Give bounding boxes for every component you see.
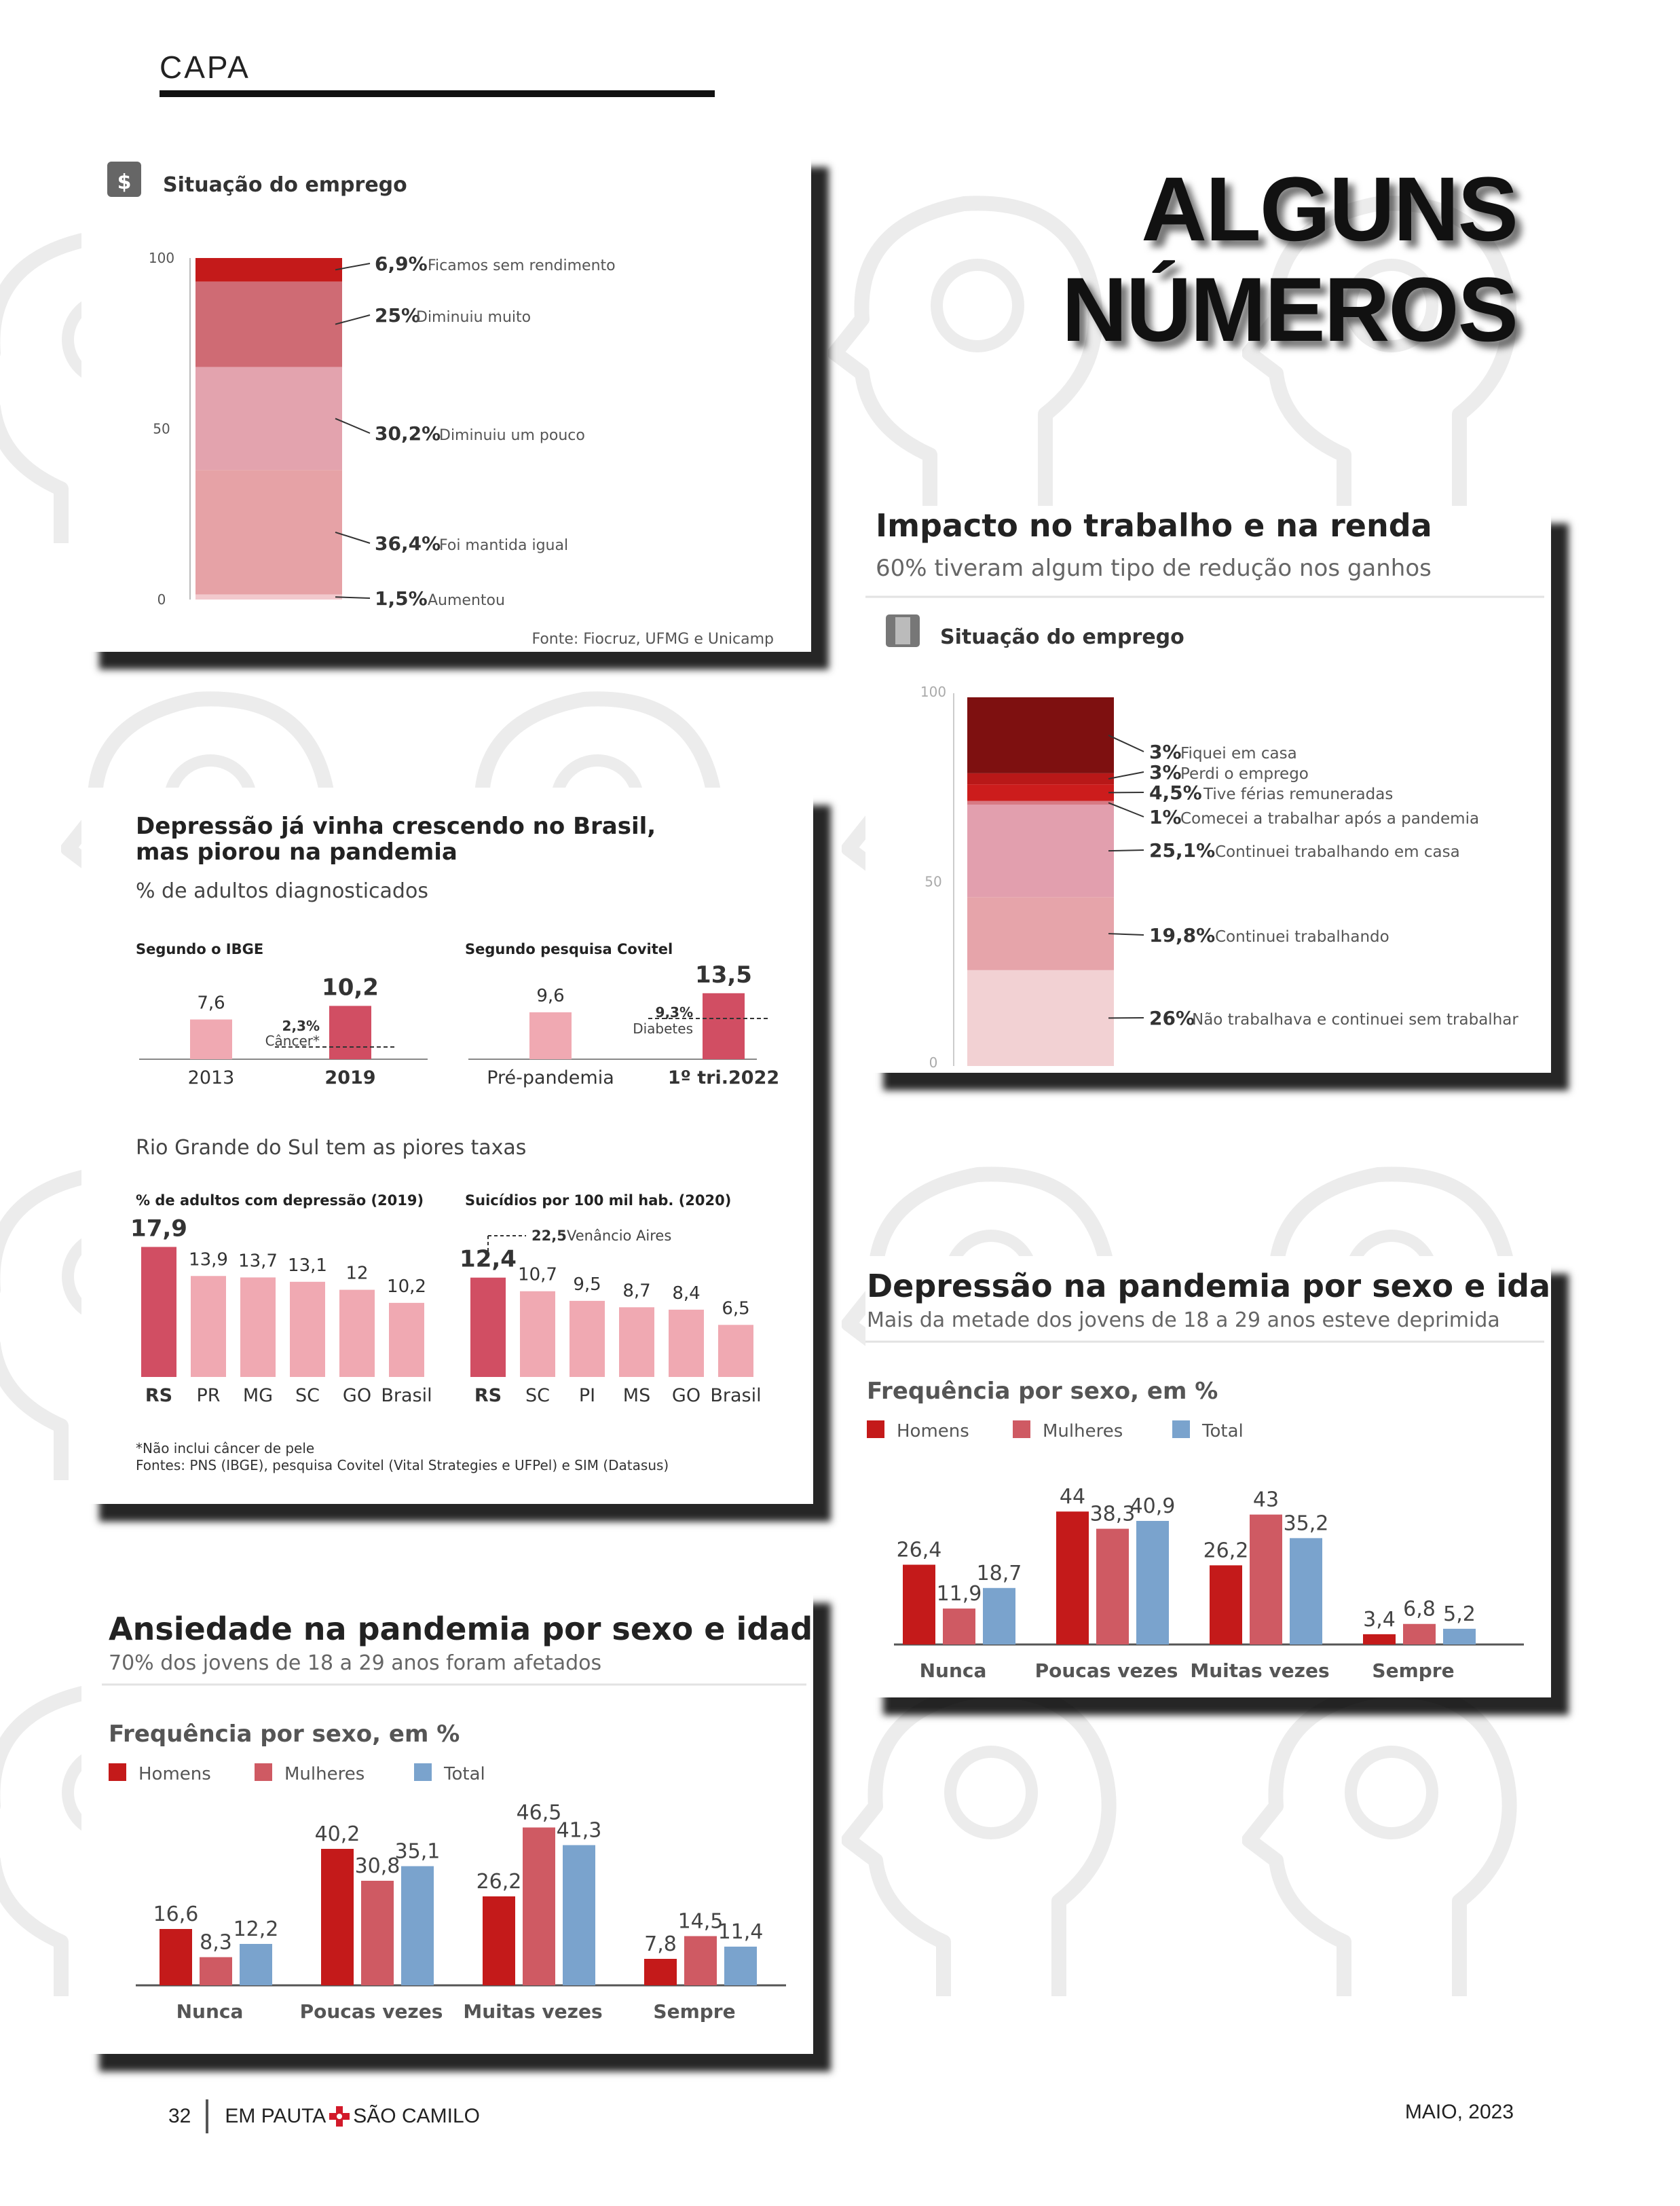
head-outline-icon	[1242, 1670, 1527, 2012]
annotation-value: 22,5	[531, 1228, 567, 1244]
bar	[1363, 1634, 1396, 1644]
bar-value-label: 46,5	[516, 1801, 562, 1825]
segment-value: 26%	[1149, 1007, 1195, 1029]
chart-title: Situação do emprego	[163, 173, 407, 197]
bar	[290, 1282, 325, 1377]
bar	[943, 1608, 975, 1644]
stacked-segment	[195, 367, 342, 470]
category-label: PI	[578, 1385, 596, 1406]
chart-work-impact	[865, 506, 1551, 1073]
bar-value-label: 5,2	[1443, 1602, 1476, 1626]
bar	[669, 1310, 704, 1377]
category-label: Pré-pandemia	[487, 1067, 614, 1088]
legend-label: Total	[1202, 1421, 1244, 1441]
bar	[1056, 1511, 1089, 1644]
category-label: Poucas vezes	[299, 2000, 443, 2023]
legend-swatch	[1172, 1420, 1190, 1438]
bar-value-label: 11,9	[936, 1582, 982, 1606]
legend-swatch	[414, 1763, 432, 1781]
category-label: RS	[474, 1385, 502, 1406]
bar	[529, 1012, 572, 1059]
bar-value-label: 17,9	[130, 1215, 187, 1243]
legend-label: Homens	[138, 1764, 211, 1784]
category-label: 1º tri.2022	[667, 1067, 780, 1088]
note-value: 9,3%	[655, 1004, 693, 1021]
chart-anxiety-pandemic	[81, 1585, 813, 2054]
bar-value-label: 12	[346, 1263, 369, 1284]
bar	[1290, 1538, 1322, 1644]
bar	[520, 1291, 555, 1377]
bar-value-label: 13,5	[695, 961, 752, 989]
source-note: Fonte: Fiocruz, UFMG e Unicamp	[531, 631, 774, 648]
chart-subtitle: 60% tiveram algum tipo de redução nos ganhos	[876, 555, 1432, 582]
bar-value-label: 8,7	[622, 1281, 651, 1302]
bar-value-label: 40,2	[314, 1822, 360, 1846]
bar-value-label: 35,1	[394, 1839, 441, 1864]
bar-value-label: 6,5	[722, 1298, 750, 1319]
bar	[339, 1290, 375, 1377]
category-label: RS	[145, 1385, 173, 1406]
segment-label: Ficamos sem rendimento	[428, 257, 616, 274]
bar	[1250, 1515, 1282, 1644]
y-tick-label: 50	[925, 873, 942, 890]
bar	[401, 1867, 434, 1986]
bar-value-label: 40,9	[1130, 1494, 1176, 1518]
stacked-segment	[195, 282, 342, 367]
category-label: GO	[671, 1385, 701, 1406]
bar	[684, 1936, 717, 1986]
chart-depression-brazil	[81, 788, 813, 1504]
footnote: *Não inclui câncer de pele	[136, 1440, 315, 1456]
bar	[389, 1303, 424, 1377]
group-heading: Segundo pesquisa Covitel	[465, 941, 673, 957]
legend-swatch	[867, 1420, 884, 1438]
bar-value-label: 7,6	[197, 993, 225, 1014]
segment-label: Fiquei em casa	[1180, 745, 1297, 762]
chart-title: Impacto no trabalho e na renda	[876, 507, 1432, 544]
legend-label: Mulheres	[1043, 1421, 1123, 1441]
bar-value-label: 10,7	[518, 1264, 557, 1285]
category-label: Sempre	[1372, 1659, 1455, 1682]
bar	[160, 1929, 192, 1985]
bar	[240, 1944, 272, 1985]
bar-value-label: 13,1	[288, 1255, 327, 1276]
stacked-segment	[195, 258, 342, 282]
bar-value-label: 10,2	[322, 974, 379, 1001]
page-number: 32	[168, 2105, 191, 2127]
page-title-line1: ALGUNS	[1141, 159, 1517, 260]
bar-value-label: 16,6	[153, 1902, 199, 1926]
category-label: MG	[242, 1385, 274, 1406]
y-tick-label: 50	[153, 420, 170, 437]
category-label: Brasil	[381, 1385, 432, 1406]
stacked-segment	[967, 784, 1114, 801]
bar-value-label: 35,2	[1283, 1511, 1329, 1536]
bar	[718, 1325, 753, 1377]
bar-value-label: 8,3	[200, 1930, 232, 1955]
legend-swatch	[255, 1763, 272, 1781]
bar	[329, 1006, 371, 1059]
bar-value-label: 26,2	[1203, 1539, 1249, 1563]
bar-value-label: 9,6	[536, 985, 565, 1006]
segment-label: Comecei a trabalhar após a pandemia	[1180, 810, 1480, 828]
segment-value: 1%	[1149, 806, 1182, 828]
footer-left	[168, 2099, 480, 2133]
bar	[1096, 1529, 1129, 1644]
stacked-segment	[967, 805, 1114, 897]
category-label: SC	[525, 1385, 550, 1406]
page-title	[1062, 160, 1517, 361]
segment-value: 30,2%	[375, 422, 441, 445]
segment-label: Não trabalhava e continuei sem trabalhar	[1192, 1011, 1518, 1029]
chart-title: Depressão na pandemia por sexo e idade	[867, 1268, 1551, 1304]
bar-value-label: 13,9	[189, 1249, 228, 1270]
segment-leader	[1108, 850, 1144, 851]
legend-label: Total	[444, 1764, 485, 1784]
panel-work-impact	[865, 506, 1551, 1073]
stacked-segment	[967, 897, 1114, 970]
segment-value: 25%	[375, 304, 421, 327]
bar	[361, 1881, 394, 1985]
bar	[1403, 1624, 1436, 1644]
group-heading: Suicídios por 100 mil hab. (2020)	[465, 1192, 732, 1209]
segment-value: 3%	[1149, 741, 1182, 763]
category-label: SC	[295, 1385, 320, 1406]
legend-swatch	[1013, 1420, 1030, 1438]
stacked-segment	[967, 773, 1114, 784]
bar	[200, 1957, 232, 1986]
legend-label: Mulheres	[284, 1764, 365, 1784]
bar	[644, 1959, 677, 1985]
panel-anxiety-pandemic	[81, 1585, 813, 2054]
segment-value: 36,4%	[375, 532, 441, 555]
bar-value-label: 12,4	[460, 1245, 517, 1273]
page-title-line2: NÚMEROS	[1062, 259, 1517, 361]
bar	[141, 1247, 176, 1377]
panel-employment-situation	[81, 149, 811, 652]
segment-value: 19,8%	[1149, 924, 1216, 946]
chart-label: Situação do emprego	[940, 625, 1184, 649]
group-heading: % de adultos com depressão (2019)	[136, 1192, 424, 1209]
group-heading: Segundo o IBGE	[136, 941, 264, 957]
bar-value-label: 9,5	[573, 1274, 601, 1295]
chart-subtitle: 70% dos jovens de 18 a 29 anos foram afetados	[109, 1651, 602, 1675]
bar	[470, 1278, 506, 1377]
legend-label: Homens	[897, 1421, 969, 1441]
bar-value-label: 13,7	[238, 1251, 278, 1272]
stacked-segment	[195, 594, 342, 600]
segment-label: Continuei trabalhando	[1215, 928, 1389, 946]
bar	[983, 1588, 1015, 1644]
bar-value-label: 7,8	[644, 1932, 677, 1956]
head-outline-icon	[842, 1670, 1127, 2012]
bar-value-label: 12,2	[233, 1917, 279, 1941]
chart-employment-situation	[81, 149, 811, 652]
legend-swatch	[109, 1763, 126, 1781]
section-label: CAPA	[160, 50, 250, 85]
bar-value-label: 41,3	[556, 1818, 602, 1843]
bar	[563, 1845, 595, 1986]
money-bag-symbol: $	[117, 170, 132, 194]
bar-value-label: 6,8	[1403, 1597, 1436, 1621]
bar	[483, 1896, 515, 1985]
bar-value-label: 38,3	[1089, 1502, 1136, 1526]
segment-label: Perdi o emprego	[1180, 765, 1309, 783]
segment-label: Continuei trabalhando em casa	[1215, 843, 1460, 861]
source-note: Fontes: PNS (IBGE), pesquisa Covitel (Vital Strategies e UFPel) e SIM (Datasus)	[136, 1457, 669, 1473]
stacked-segment	[967, 970, 1114, 1066]
chart-depression-by-sex	[865, 1256, 1551, 1697]
segment-label: Diminuiu muito	[416, 309, 531, 326]
magazine-name-part2: SÃO CAMILO	[353, 2105, 480, 2127]
bar-value-label: 26,4	[896, 1538, 942, 1562]
chart-title-line1: Depressão já vinha crescendo no Brasil,	[136, 813, 656, 840]
chart-label: Frequência por sexo, em %	[867, 1378, 1218, 1405]
category-label: PR	[196, 1385, 221, 1406]
bar	[523, 1828, 555, 1986]
y-tick-label: 0	[929, 1054, 938, 1071]
bar-value-label: 26,2	[476, 1870, 522, 1894]
note-label: Câncer*	[265, 1033, 320, 1049]
segment-value: 1,5%	[375, 587, 428, 610]
segment-label: Diminuiu um pouco	[439, 427, 585, 444]
segment-value: 25,1%	[1149, 839, 1216, 862]
bar	[1136, 1521, 1169, 1644]
bar	[321, 1849, 354, 1985]
footer-date: MAIO, 2023	[1404, 2101, 1514, 2123]
category-label: Brasil	[710, 1385, 762, 1406]
cross-logo-icon	[329, 2106, 350, 2127]
category-label: 2013	[187, 1067, 235, 1088]
y-tick-label: 100	[920, 684, 947, 700]
category-label: GO	[342, 1385, 372, 1406]
footer-separator	[206, 2099, 208, 2133]
chart-title: Ansiedade na pandemia por sexo e idade	[109, 1611, 813, 1647]
category-label: Poucas vezes	[1034, 1659, 1178, 1682]
bar	[190, 1019, 232, 1059]
segment-value: 4,5%	[1149, 782, 1202, 804]
bar-value-label: 43	[1252, 1488, 1280, 1512]
bar-value-label: 3,4	[1363, 1607, 1396, 1632]
stacked-segment	[195, 470, 342, 594]
bar	[903, 1565, 935, 1644]
chart-label: Frequência por sexo, em %	[109, 1721, 460, 1748]
segment-value: 3%	[1149, 761, 1182, 784]
segment-label: Foi mantida igual	[439, 537, 569, 554]
bar	[240, 1277, 276, 1377]
bar	[191, 1276, 226, 1377]
chart-subtitle: % de adultos diagnosticados	[136, 879, 428, 903]
segment-value: 6,9%	[375, 253, 428, 275]
category-label: 2019	[324, 1067, 376, 1088]
bar-value-label: 10,2	[387, 1276, 426, 1297]
bar	[570, 1301, 605, 1377]
annotation-label: Venâncio Aires	[567, 1228, 672, 1244]
bar-value-label: 44	[1059, 1485, 1086, 1509]
briefcase-icon-detail	[895, 617, 910, 644]
y-tick-label: 0	[157, 591, 166, 608]
panel-depression-brazil	[81, 788, 813, 1504]
category-label: Muitas vezes	[463, 2000, 603, 2023]
bar	[703, 993, 745, 1059]
category-label: MS	[622, 1385, 651, 1406]
panel-depression-by-sex	[865, 1256, 1551, 1697]
chart-subtitle: Mais da metade dos jovens de 18 a 29 anos esteve deprimida	[867, 1308, 1500, 1332]
category-label: Muitas vezes	[1190, 1659, 1330, 1682]
segment-label: Tive férias remuneradas	[1203, 786, 1394, 803]
magazine-name-part1: EM PAUTA	[225, 2105, 326, 2127]
note-label: Diabetes	[633, 1021, 693, 1037]
bar	[724, 1947, 757, 1985]
note-value: 2,3%	[282, 1018, 320, 1034]
segment-label: Aumentou	[428, 592, 505, 609]
bar-value-label: 14,5	[677, 1909, 724, 1934]
category-label: Nunca	[919, 1659, 987, 1682]
bar-value-label: 8,4	[672, 1283, 701, 1304]
bar	[1210, 1565, 1242, 1644]
bar-value-label: 30,8	[354, 1854, 400, 1878]
chart-subtitle-2: Rio Grande do Sul tem as piores taxas	[136, 1136, 527, 1160]
bar	[619, 1307, 654, 1377]
category-label: Nunca	[176, 2000, 244, 2023]
category-label: Sempre	[653, 2000, 736, 2023]
chart-title-line2: mas piorou na pandemia	[136, 839, 458, 866]
bar-value-label: 11,4	[717, 1920, 764, 1944]
bar-value-label: 18,7	[976, 1561, 1022, 1585]
stacked-segment	[967, 801, 1114, 805]
bar	[1443, 1629, 1476, 1644]
y-tick-label: 100	[148, 250, 175, 266]
section-rule	[160, 90, 715, 97]
stacked-segment	[967, 697, 1114, 773]
